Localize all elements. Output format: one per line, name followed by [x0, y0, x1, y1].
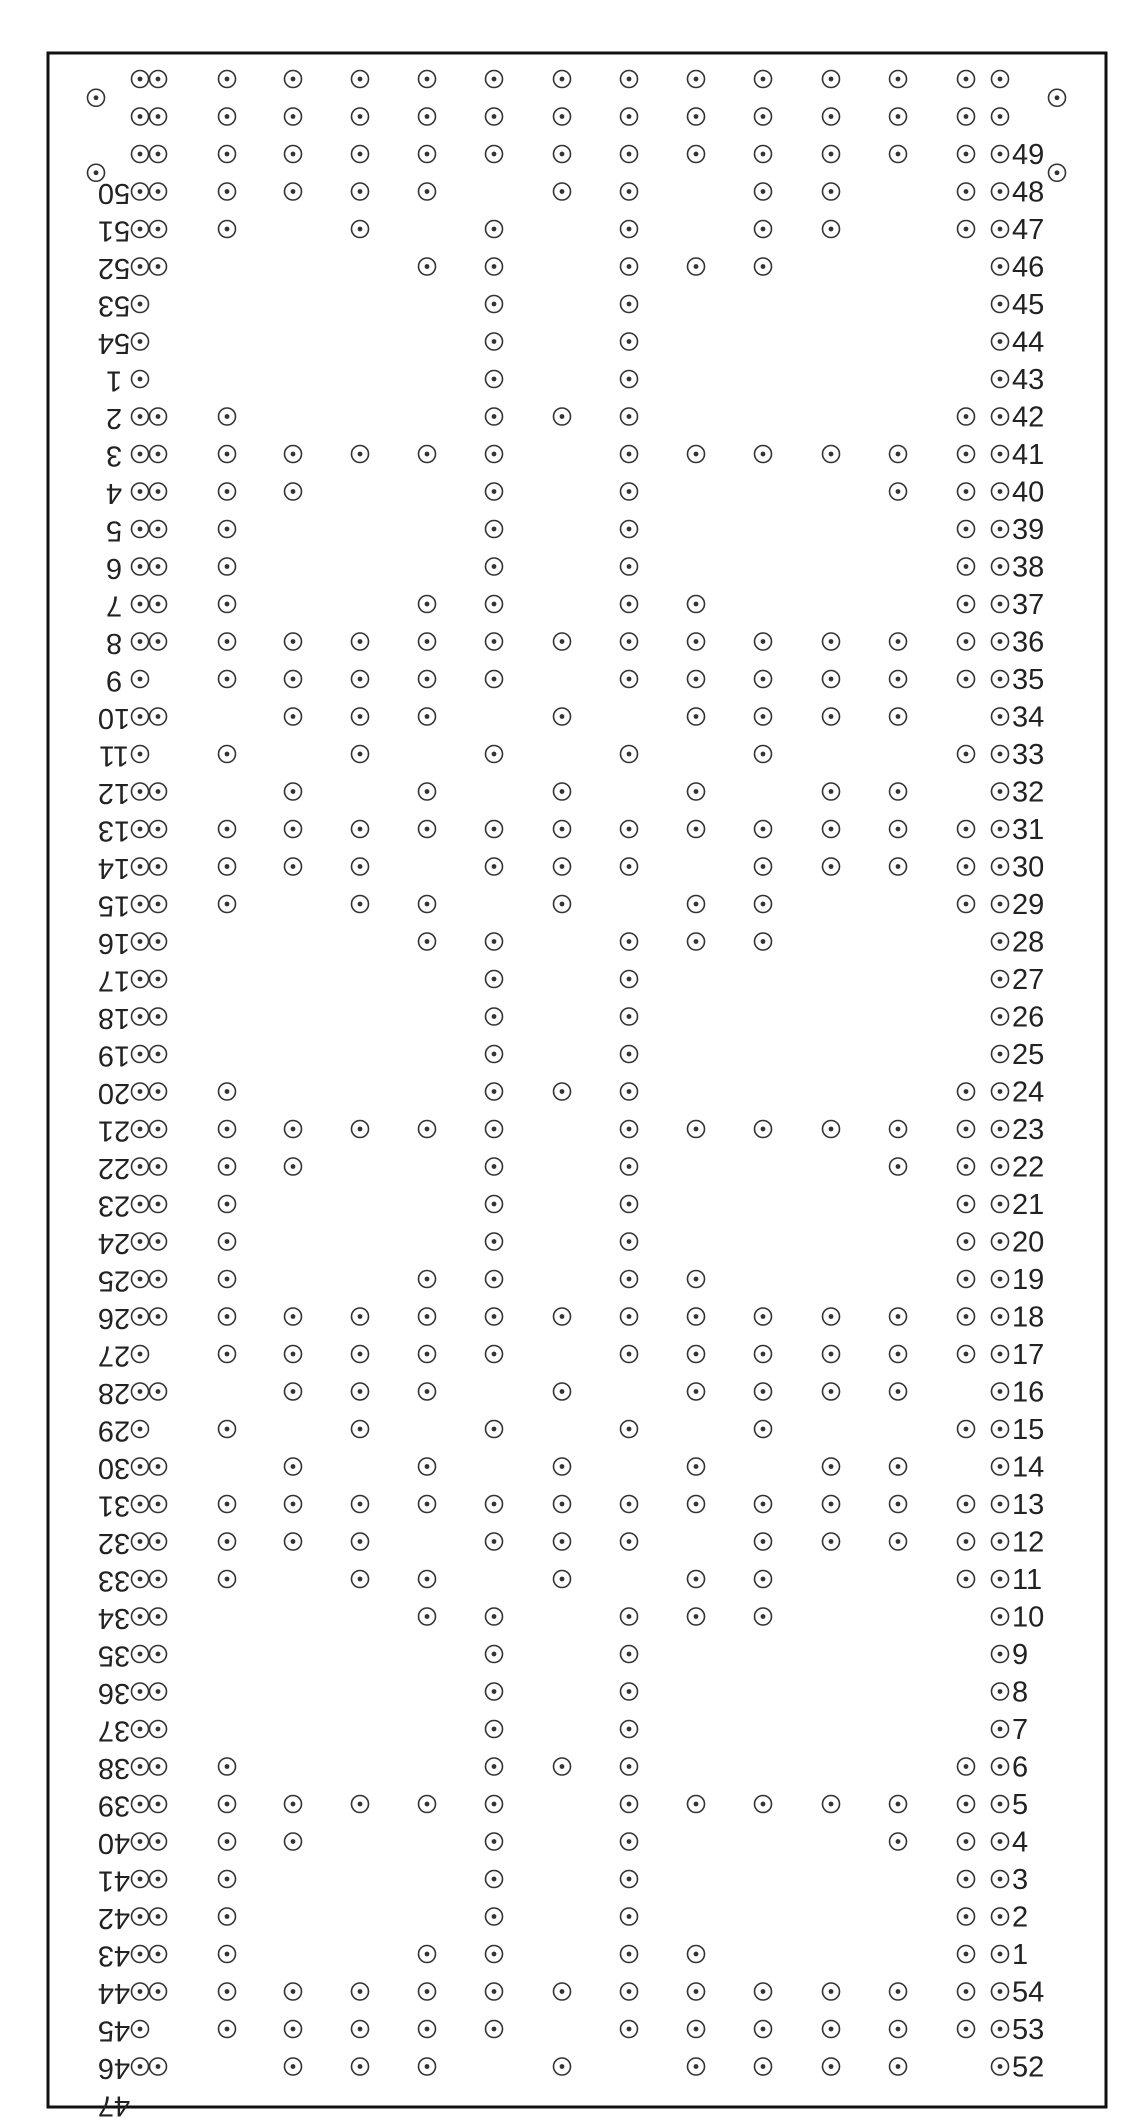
right-pin-label: 32: [1012, 776, 1045, 809]
left-pin-label: 17: [97, 964, 131, 997]
left-pin-label: 24: [97, 1227, 131, 1259]
right-pin-label: 16: [1012, 1376, 1045, 1409]
left-pin-label: 20: [97, 1077, 131, 1109]
left-pin-label: 14: [97, 852, 131, 884]
right-pin-label: 46: [1012, 251, 1045, 284]
left-pin-label: 19: [97, 1039, 131, 1072]
right-pin-label: 11: [1012, 1564, 1043, 1596]
right-pin-label: 30: [1012, 851, 1045, 884]
right-pin-label: 12: [1012, 1526, 1045, 1559]
right-pin-label: 27: [1012, 964, 1045, 996]
right-pin-label: 3: [1012, 1864, 1029, 1896]
right-pin-label: 21: [1012, 1189, 1045, 1221]
left-pin-label: 16: [97, 927, 131, 959]
left-pin-label: 13: [97, 814, 131, 847]
right-pin-label: 38: [1012, 551, 1045, 584]
left-pin-label: 30: [97, 1452, 131, 1484]
left-pin-label: 44: [97, 1977, 131, 2009]
left-pin-label: 7: [105, 589, 123, 622]
left-pin-label: 32: [97, 1527, 131, 1559]
right-pin-label: 17: [1012, 1339, 1045, 1371]
right-pin-label: 9: [1012, 1639, 1029, 1671]
left-pin-label: 53: [97, 289, 131, 322]
right-pin-label: 18: [1012, 1301, 1045, 1334]
left-pin-label: 28: [97, 1377, 131, 1409]
right-pin-label: 45: [1012, 289, 1045, 321]
right-pin-label: 14: [1012, 1451, 1045, 1484]
left-pin-label: 41: [97, 1864, 131, 1897]
left-pin-label: 9: [105, 664, 123, 697]
right-pin-label: 49: [1012, 139, 1045, 171]
left-pin-label: 36: [97, 1677, 131, 1709]
right-pin-label: 15: [1012, 1414, 1045, 1446]
left-pin-label: 31: [97, 1489, 131, 1522]
left-pin-label: 45: [97, 2014, 131, 2047]
left-pin-label: 23: [97, 1189, 131, 1222]
right-pin-label: 34: [1012, 701, 1045, 734]
left-pin-label: 25: [97, 1264, 131, 1297]
right-pin-label: 26: [1012, 1001, 1045, 1034]
right-pin-label: 31: [1012, 814, 1045, 846]
left-pin-label: 3: [105, 439, 123, 472]
right-pin-label: 36: [1012, 626, 1045, 659]
right-pin-label: 35: [1012, 664, 1045, 696]
right-pin-label: 29: [1012, 889, 1045, 921]
left-pin-label: 51: [97, 214, 131, 247]
left-pin-label: 52: [97, 252, 131, 284]
right-pin-label: 42: [1012, 401, 1045, 434]
left-pin-label: 26: [97, 1302, 131, 1334]
left-pin-label: 37: [97, 1714, 131, 1747]
right-pin-label: 22: [1012, 1151, 1045, 1184]
right-pin-label: 41: [1012, 439, 1045, 471]
right-pin-label: 4: [1012, 1826, 1029, 1859]
right-pin-label: 1: [1012, 1939, 1029, 1971]
left-pin-label: 29: [97, 1414, 131, 1447]
right-pin-label: 5: [1012, 1789, 1029, 1821]
right-pin-label: 37: [1012, 589, 1045, 621]
left-pin-label: 12: [97, 777, 131, 809]
left-pin-label: 2: [105, 402, 123, 434]
right-pin-label: 33: [1012, 739, 1045, 771]
right-pin-label: 52: [1012, 2051, 1045, 2084]
left-pin-label: 42: [97, 1902, 131, 1934]
left-pin-label: 40: [97, 1827, 131, 1859]
left-pin-label: 27: [97, 1339, 131, 1372]
right-pin-label: 48: [1012, 176, 1045, 209]
right-pin-label: 8: [1012, 1676, 1029, 1709]
right-pin-label: 47: [1012, 214, 1045, 246]
left-pin-label: 1: [105, 364, 123, 397]
right-pin-label: 10: [1012, 1601, 1045, 1634]
right-pin-label: 7: [1012, 1714, 1029, 1746]
left-pin-label: 39: [97, 1789, 131, 1822]
left-pin-label: 21: [97, 1114, 131, 1147]
left-pin-label: 10: [97, 702, 131, 734]
right-pin-label: 6: [1012, 1751, 1029, 1784]
left-pin-label: 8: [105, 627, 123, 659]
right-pin-label: 25: [1012, 1039, 1045, 1071]
board-outline: [48, 53, 1106, 2107]
right-pin-label: 43: [1012, 364, 1045, 396]
right-pin-label: 54: [1012, 1976, 1045, 2009]
right-pin-label: 13: [1012, 1489, 1045, 1521]
left-pin-label: 15: [97, 889, 131, 922]
left-pin-label: 18: [97, 1002, 131, 1034]
left-pin-label: 46: [97, 2052, 131, 2084]
left-pin-label: 43: [97, 1939, 131, 1972]
right-pin-label: 24: [1012, 1076, 1045, 1109]
left-pin-label: 35: [97, 1639, 131, 1672]
left-pin-label: 22: [97, 1152, 131, 1184]
left-pin-label: 38: [97, 1752, 131, 1784]
right-pin-label: 53: [1012, 2014, 1045, 2046]
right-pin-label: 2: [1012, 1901, 1029, 1934]
left-pin-label: 5: [105, 514, 123, 547]
right-pin-label: 44: [1012, 326, 1045, 359]
left-pin-label: 50: [97, 177, 131, 209]
left-pin-label: 33: [97, 1564, 131, 1597]
right-pin-label: 28: [1012, 926, 1045, 959]
left-pin-label: 34: [97, 1602, 131, 1634]
left-pin-label: 54: [97, 327, 131, 359]
right-pin-label: 39: [1012, 514, 1045, 546]
right-pin-label: 23: [1012, 1114, 1045, 1146]
right-pin-label: 20: [1012, 1226, 1045, 1259]
left-pin-label: 47: [97, 2089, 131, 2122]
left-pin-label: 6: [105, 552, 123, 584]
right-pin-label: 40: [1012, 476, 1045, 509]
left-pin-label: 4: [105, 477, 123, 509]
right-pin-label: 19: [1012, 1264, 1045, 1296]
left-pin-label: 11: [98, 739, 130, 772]
